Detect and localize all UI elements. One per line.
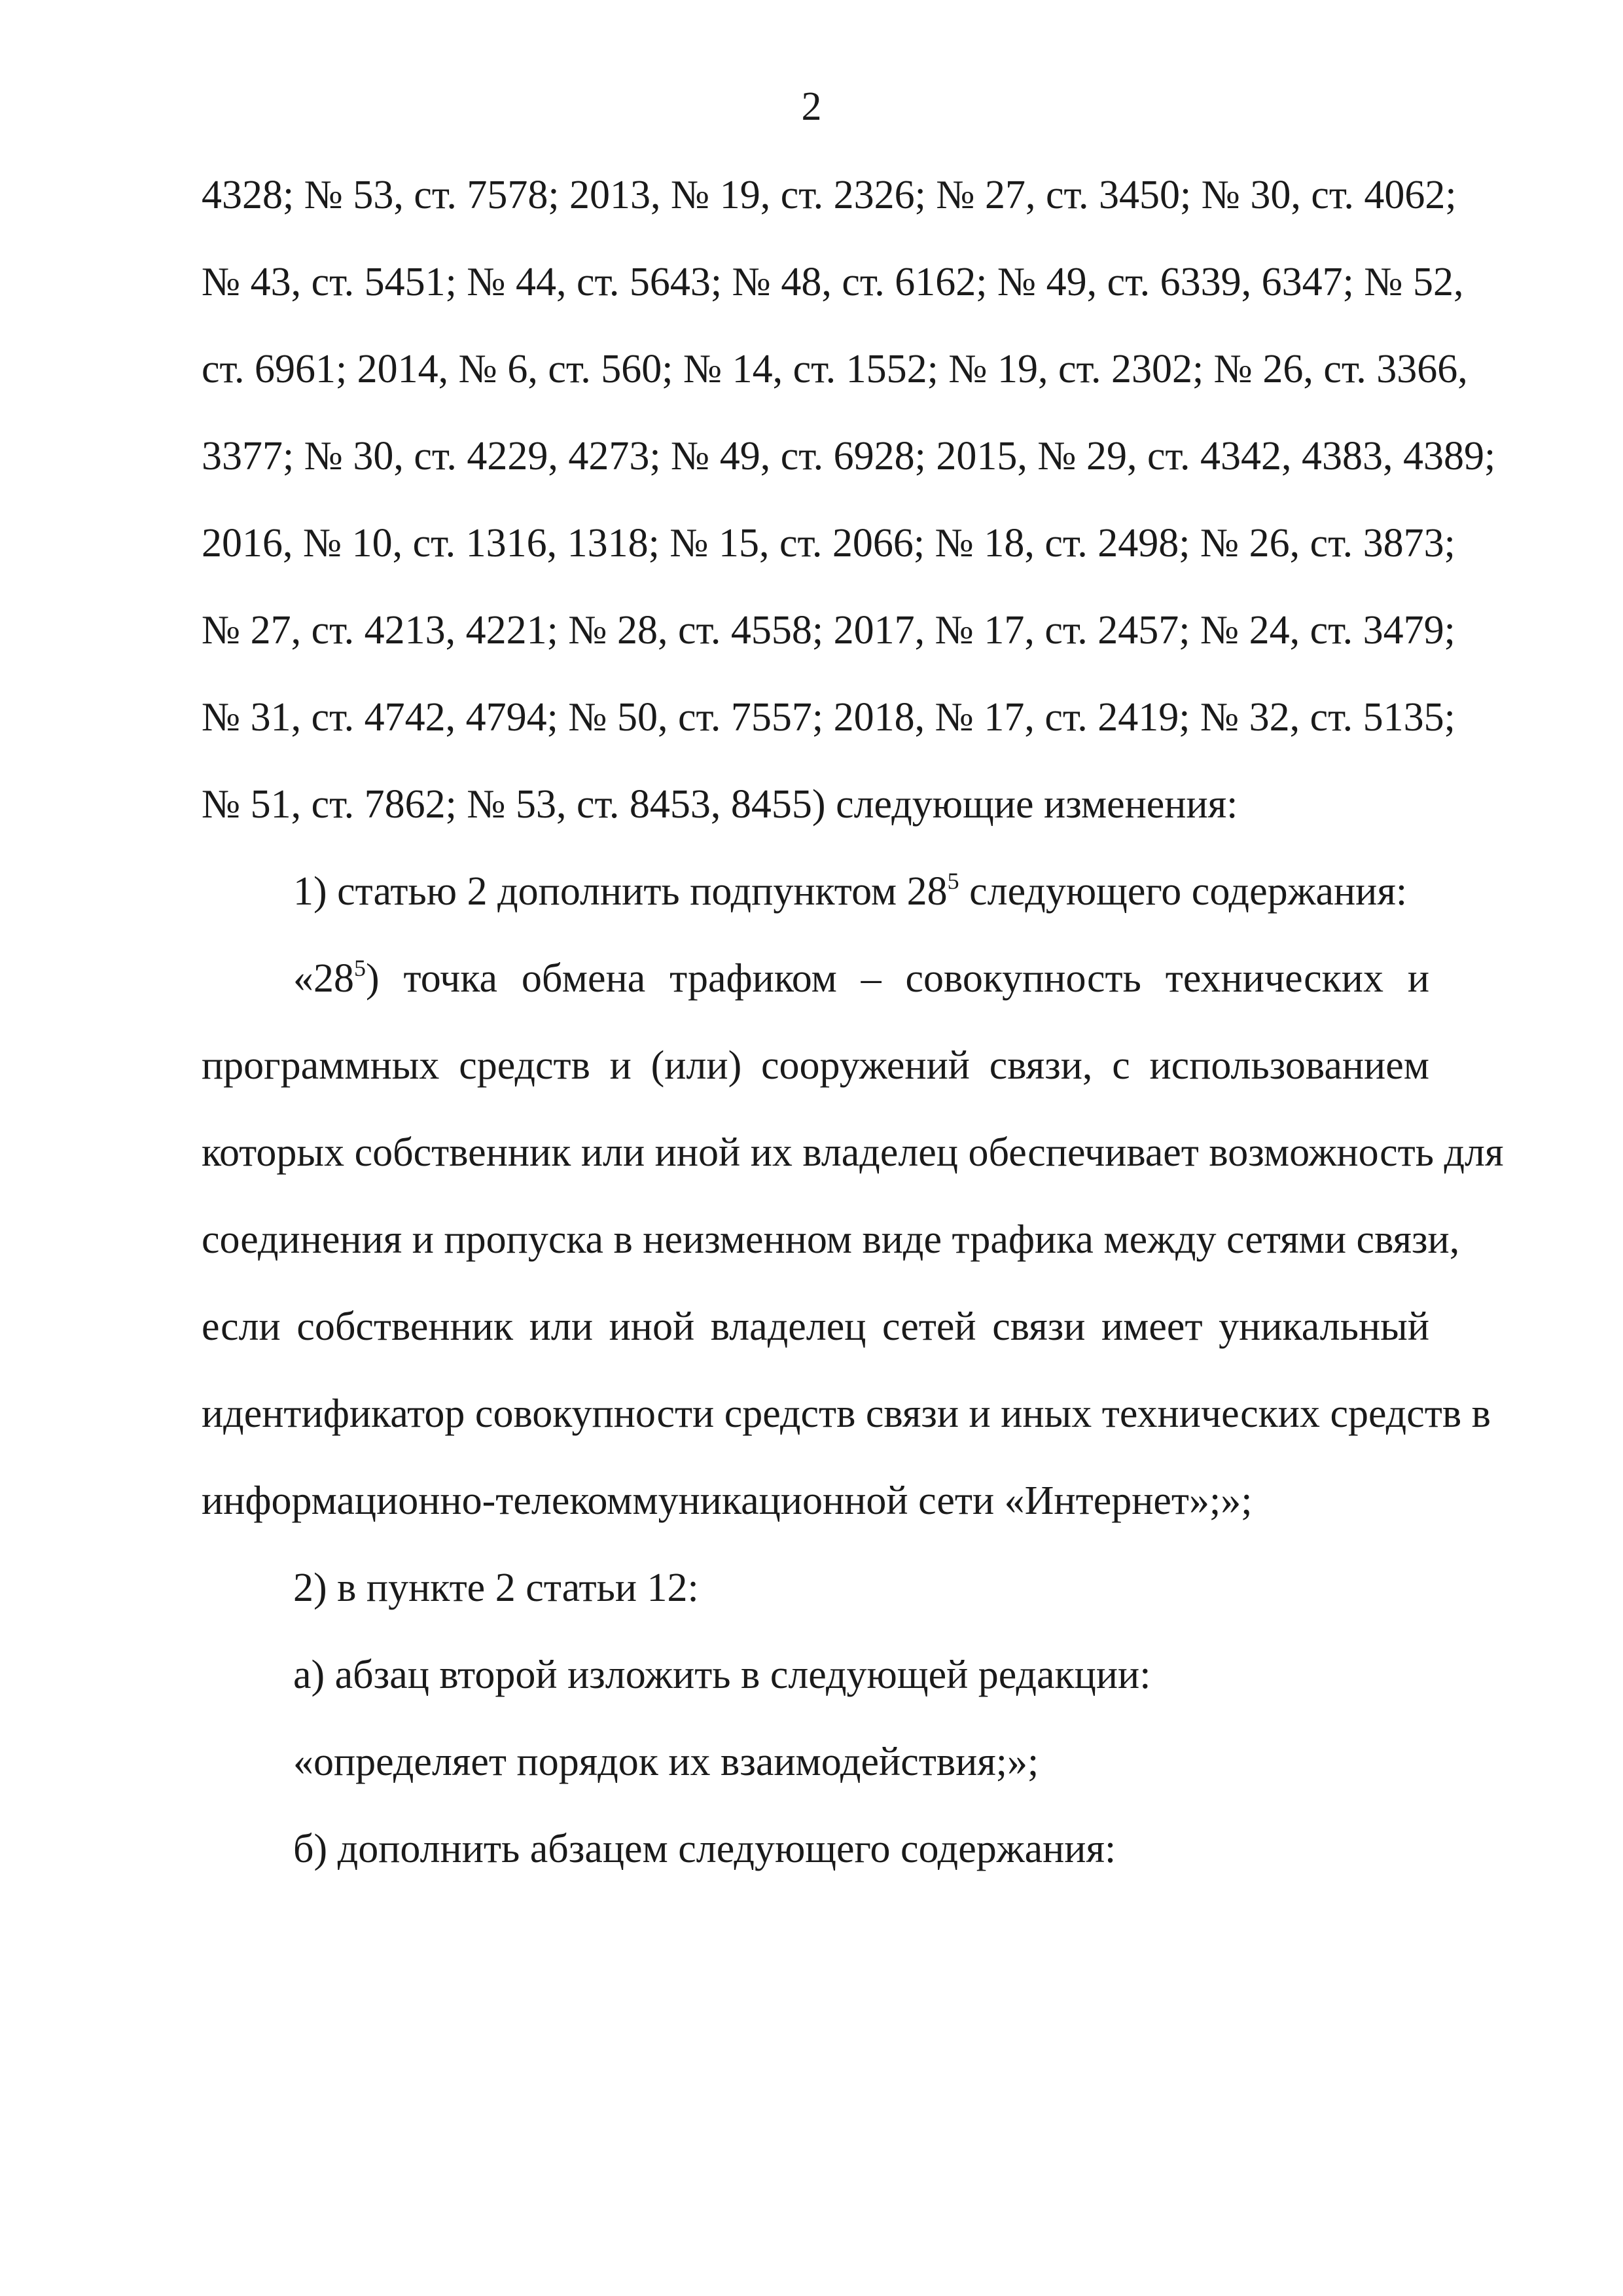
superscript: 5	[947, 868, 959, 895]
amendment-item-1-text: 1) статью 2 дополнить подпунктом 28	[293, 869, 948, 914]
citation-line-last: № 51, ст. 7862; № 53, ст. 8453, 8455) следующие изменения:	[202, 782, 1238, 827]
superscript: 5	[354, 955, 366, 982]
amendment-item-2a: а) абзац второй изложить в следующей редакции:	[293, 1653, 1151, 1697]
amendment-item-2b: б) дополнить абзацем следующего содержания:	[293, 1827, 1116, 1871]
citation-line: № 31, ст. 4742, 4794; № 50, ст. 7557; 2018, № 17, ст. 2419; № 32, ст. 5135;	[202, 695, 1455, 740]
citation-line: № 43, ст. 5451; № 44, ст. 5643; № 48, ст. 6162; № 49, ст. 6339, 6347; № 52,	[202, 260, 1464, 304]
definition-line: если собственник или иной владелец сетей связи имеет уникальный	[202, 1304, 1429, 1349]
citation-line: 4328; № 53, ст. 7578; 2013, № 19, ст. 2326; № 27, ст. 3450; № 30, ст. 4062;	[202, 173, 1457, 217]
amendment-item-1-tail: следующего содержания:	[959, 869, 1408, 914]
definition-line: программных средств и (или) сооружений связи, с использованием	[202, 1043, 1429, 1088]
amendment-item-1	[293, 865, 1407, 918]
definition-first-text: ) точка обмена трафиком – совокупность технических и	[366, 956, 1429, 1001]
definition-line: которых собственник или иной их владелец обеспечивает возможность для	[202, 1130, 1504, 1175]
definition-last-line: информационно-телекоммуникационной сети «Интернет»;»;	[202, 1479, 1253, 1523]
citation-line: 2016, № 10, ст. 1316, 1318; № 15, ст. 2066; № 18, ст. 2498; № 26, ст. 3873;	[202, 521, 1455, 565]
citation-line: 3377; № 30, ст. 4229, 4273; № 49, ст. 6928; 2015, № 29, ст. 4342, 4383, 4389;	[202, 434, 1496, 478]
page-number: 2	[801, 84, 822, 129]
definition-first-line	[293, 952, 1429, 1005]
amendment-item-2: 2) в пункте 2 статьи 12:	[293, 1566, 699, 1610]
definition-open: «28	[293, 956, 354, 1001]
definition-line: соединения и пропуска в неизменном виде трафика между сетями связи,	[202, 1217, 1460, 1262]
citation-line: № 27, ст. 4213, 4221; № 28, ст. 4558; 2017, № 17, ст. 2457; № 24, ст. 3479;	[202, 608, 1455, 653]
citation-line: ст. 6961; 2014, № 6, ст. 560; № 14, ст. 1552; № 19, ст. 2302; № 26, ст. 3366,	[202, 347, 1468, 391]
definition-line: идентификатор совокупности средств связи и иных технических средств в	[202, 1391, 1491, 1436]
amendment-item-2a-quote: «определяет порядок их взаимодействия;»;	[293, 1740, 1039, 1784]
